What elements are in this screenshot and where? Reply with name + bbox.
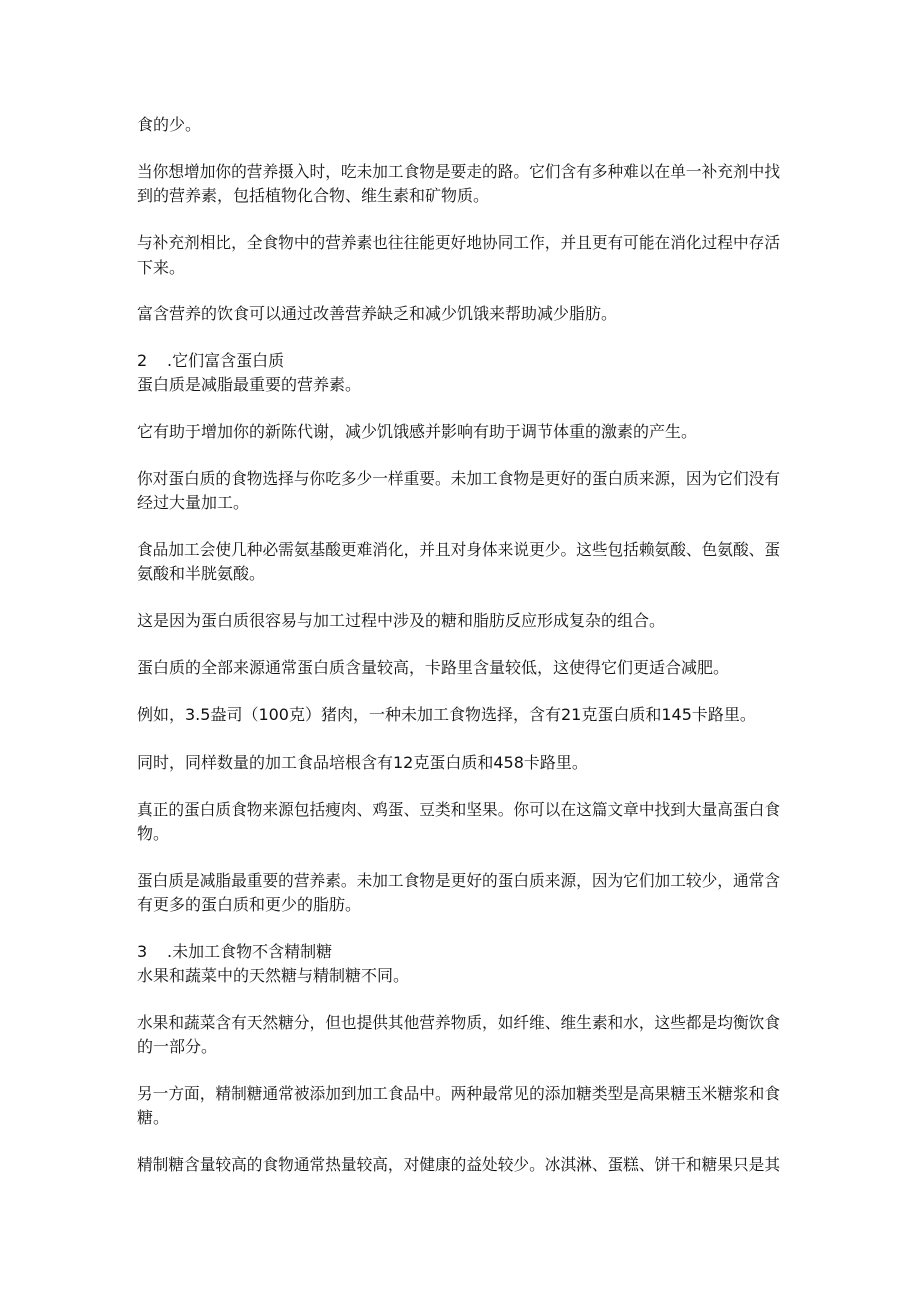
paragraph-line: 经过大量加工。 bbox=[137, 493, 250, 512]
paragraph-line: 它有助于增加你的新陈代谢，减少饥饿感并影响有助于调节体重的激素的产生。 bbox=[137, 422, 698, 441]
paragraph-line: 另一方面，精制糖通常被添加到加工食品中。两种最常见的添加糖类型是高果糖玉米糖浆和食 bbox=[137, 1084, 781, 1103]
section-title: .未加工食物不含精制糖 bbox=[167, 942, 333, 961]
paragraph-line: 水果和蔬菜中的天然糖与精制糖不同。 bbox=[137, 966, 410, 985]
paragraph-line: 有更多的蛋白质和更少的脂肪。 bbox=[137, 895, 362, 914]
paragraph-line: 真正的蛋白质食物来源包括瘦肉、鸡蛋、豆类和坚果。你可以在这篇文章中找到大量高蛋白食 bbox=[137, 800, 781, 819]
paragraph-line: 食的少。 bbox=[137, 115, 202, 134]
paragraph-line: 下来。 bbox=[137, 258, 186, 277]
paragraph-line: 蛋白质是减脂最重要的营养素。 bbox=[137, 375, 362, 394]
paragraph-line: 精制糖含量较高的食物通常热量较高，对健康的益处较少。冰淇淋、蛋糕、饼干和糖果只是其 bbox=[137, 1155, 781, 1174]
paragraph-line: 当你想增加你的营养摄入时，吃未加工食物是要走的路。它们含有多种难以在单一补充剂中找 bbox=[137, 162, 781, 181]
paragraph-line: 富含营养的饮食可以通过改善营养缺乏和减少饥饿来帮助减少脂肪。 bbox=[137, 304, 618, 323]
section-heading-2 bbox=[137, 351, 284, 371]
section-title: .它们富含蛋白质 bbox=[167, 351, 285, 370]
paragraph-line: 与补充剂相比，全食物中的营养素也往往能更好地协同工作，并且更有可能在消化过程中存活 bbox=[137, 233, 781, 252]
paragraph-line: 例如，3.5盎司（100克）猪肉，一种未加工食物选择，含有21克蛋白质和145卡路里。 bbox=[137, 705, 756, 724]
paragraph-line: 到的营养素，包括植物化合物、维生素和矿物质。 bbox=[137, 186, 490, 205]
paragraph-line: 糖。 bbox=[137, 1108, 170, 1127]
paragraph-line: 物。 bbox=[137, 824, 170, 843]
paragraph-line: 蛋白质的全部来源通常蛋白质含量较高，卡路里含量较低，这使得它们更适合减肥。 bbox=[137, 658, 730, 677]
section-number: 3 bbox=[137, 942, 148, 961]
paragraph-line: 这是因为蛋白质很容易与加工过程中涉及的糖和脂肪反应形成复杂的组合。 bbox=[137, 611, 666, 630]
section-number: 2 bbox=[137, 351, 148, 370]
paragraph-line: 食品加工会使几种必需氨基酸更难消化，并且对身体来说更少。这些包括赖氨酸、色氨酸、蛋 bbox=[137, 540, 781, 559]
paragraph-line: 的一部分。 bbox=[137, 1037, 218, 1056]
paragraph-line: 水果和蔬菜含有天然糖分，但也提供其他营养物质，如纤维、维生素和水，这些都是均衡饮食 bbox=[137, 1013, 781, 1032]
section-heading-3 bbox=[137, 942, 332, 962]
paragraph-line: 氨酸和半胱氨酸。 bbox=[137, 564, 266, 583]
paragraph-line: 同时，同样数量的加工食品培根含有12克蛋白质和458卡路里。 bbox=[137, 753, 588, 772]
paragraph-line: 蛋白质是减脂最重要的营养素。未加工食物是更好的蛋白质来源，因为它们加工较少，通常含 bbox=[137, 871, 781, 890]
paragraph-line: 你对蛋白质的食物选择与你吃多少一样重要。未加工食物是更好的蛋白质来源，因为它们没有 bbox=[137, 469, 781, 488]
